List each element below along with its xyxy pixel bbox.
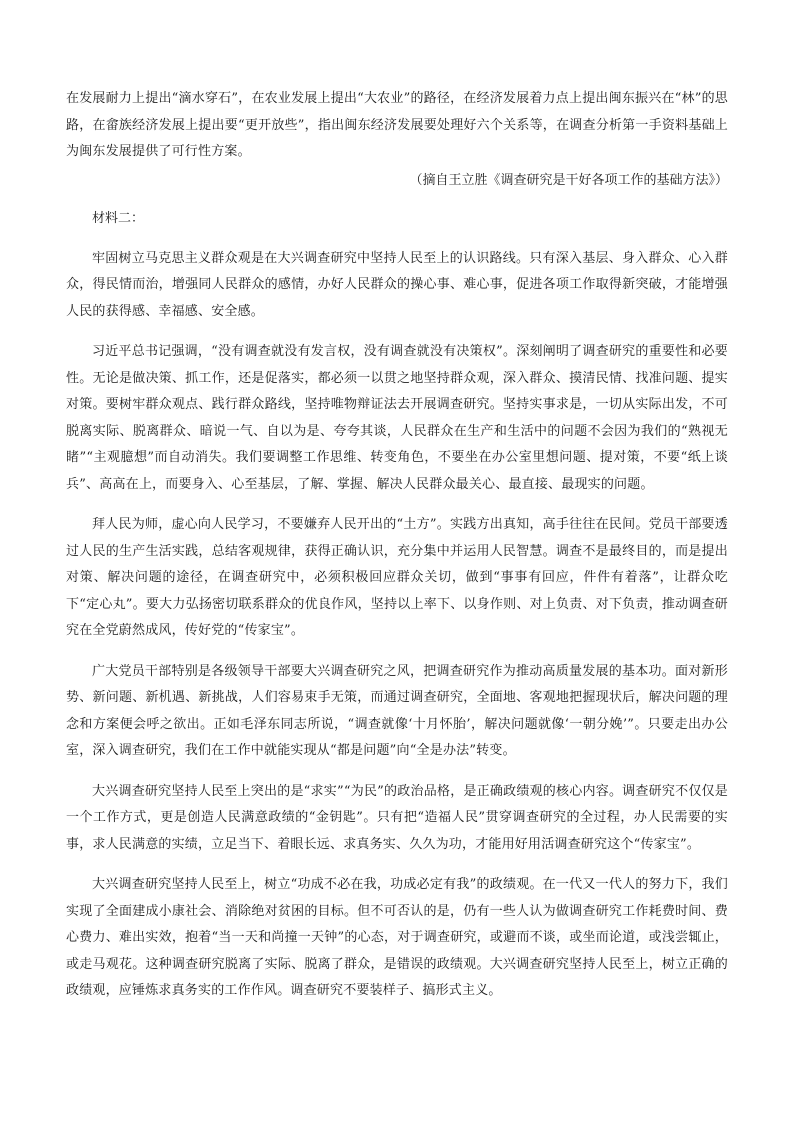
body-paragraph-5: 大兴调查研究坚持人民至上突出的是“求实”“为民”的政治品格，是正确政绩观的核心内容。调查研究不仅仅是一个工作方式，更是创造人民满意政绩的“金钥匙”。只有把“造福人民”贯穿调查研究的全过程，办人民需要的实事，求人民满意的实绩，立足当下、着眼长远、求真务实、久久为功，才能用好用活调查研究这个“传家宝”。 — [66, 783, 728, 852]
document-page — [66, 86, 728, 1005]
body-paragraph-4: 广大党员干部特别是各级领导干部要大兴调查研究之风，把调查研究作为推动高质量发展的基本功。面对新形势、新问题、新机遇、新挑战，人们容易束手无策，而通过调查研究，全面地、客观地把握现状后，解决问题的理念和方案便会呼之欲出。正如毛泽东同志所说，“调查就像‘十月怀胎’，解决问题就像‘一朝分娩’”。只要走出办公室，深入调查研究，我们在工作中就能实现从“都是问题”向“全是办法”转变。 — [66, 663, 728, 758]
body-paragraph-2: 习近平总书记强调，“没有调查就没有发言权，没有调查就没有决策权”。深刻阐明了调查研究的重要性和必要性。无论是做决策、抓工作，还是促落实，都必须一以贯之地坚持群众观，深入群众、摸清民情、找准问题、提实对策。要树牢群众观点、践行群众路线，坚持唯物辩证法去开展调查研究。坚持实事求是，一切从实际出发，不可脱离实际、脱离群众、暗说一气、自以为是、夸夸其谈，人民群众在生产和生活中的问题不会因为我们的“熟视无睹”“主观臆想”而自动消失。我们要调整工作思维、转变角色，不要坐在办公室里想问题、提对策，不要“纸上谈兵”、高高在上，而要身入、心至基层，了解、掌握、解决人民群众最关心、最直接、最现实的问题。 — [66, 344, 728, 492]
body-paragraph-3: 拜人民为师，虚心向人民学习，不要嫌弃人民开出的“土方”。实践方出真知，高手往往在民间。党员干部要透过人民的生产生活实践，总结客观规律，获得正确认识，充分集中并运用人民智慧。调查不是最终目的，而是提出对策、解决问题的途径，在调查研究中，必须积极回应群众关切，做到“事事有回应，件件有着落”，让群众吃下“定心丸”。要大力弘扬密切联系群众的优良作风，坚持以上率下、以身作则、对上负责、对下负责，推动调查研究在全党蔚然成风，传好党的“传家宝”。 — [66, 517, 728, 638]
citation: （摘自王立胜《调查研究是干好各项工作的基础方法》） — [409, 172, 728, 188]
body-paragraph-6: 大兴调查研究坚持人民至上，树立“功成不必在我，功成必定有我”的政绩观。在一代又一代人的努力下，我们实现了全面建成小康社会、消除绝对贫困的目标。但不可否认的是，仍有一些人认为做调查研究工作耗费时间、费心费力、难出实效，抱着“当一天和尚撞一天钟”的心态，对于调查研究，或避而不谈，或坐而论道，或浅尝辄止，或走马观花。这种调查研究脱离了实际、脱离了群众，是错误的政绩观。大兴调查研究坚持人民至上，树立正确的政绩观，应锤炼求真务实的工作作风。调查研究不要装样子、搞形式主义。 — [66, 877, 728, 998]
section-heading: 材料二： — [92, 210, 145, 226]
intro-paragraph: 在发展耐力上提出“滴水穿石”，在农业发展上提出“大农业”的路径，在经济发展着力点上提出闽东振兴在“林”的思路，在畲族经济发展上提出要“更开放些”，指出闽东经济发展要处理好六个关系等，在调查分析第一手资料基础上为闽东发展提供了可行性方案。 — [66, 91, 728, 159]
body-paragraph-1: 牢固树立马克思主义群众观是在大兴调查研究中坚持人民至上的认识路线。只有深入基层、身入群众、心入群众，得民情而治，增强同人民群众的感情，办好人民群众的操心事、难心事，促进各项工作取得新突破，才能增强人民的获得感、幸福感、安全感。 — [66, 250, 728, 319]
